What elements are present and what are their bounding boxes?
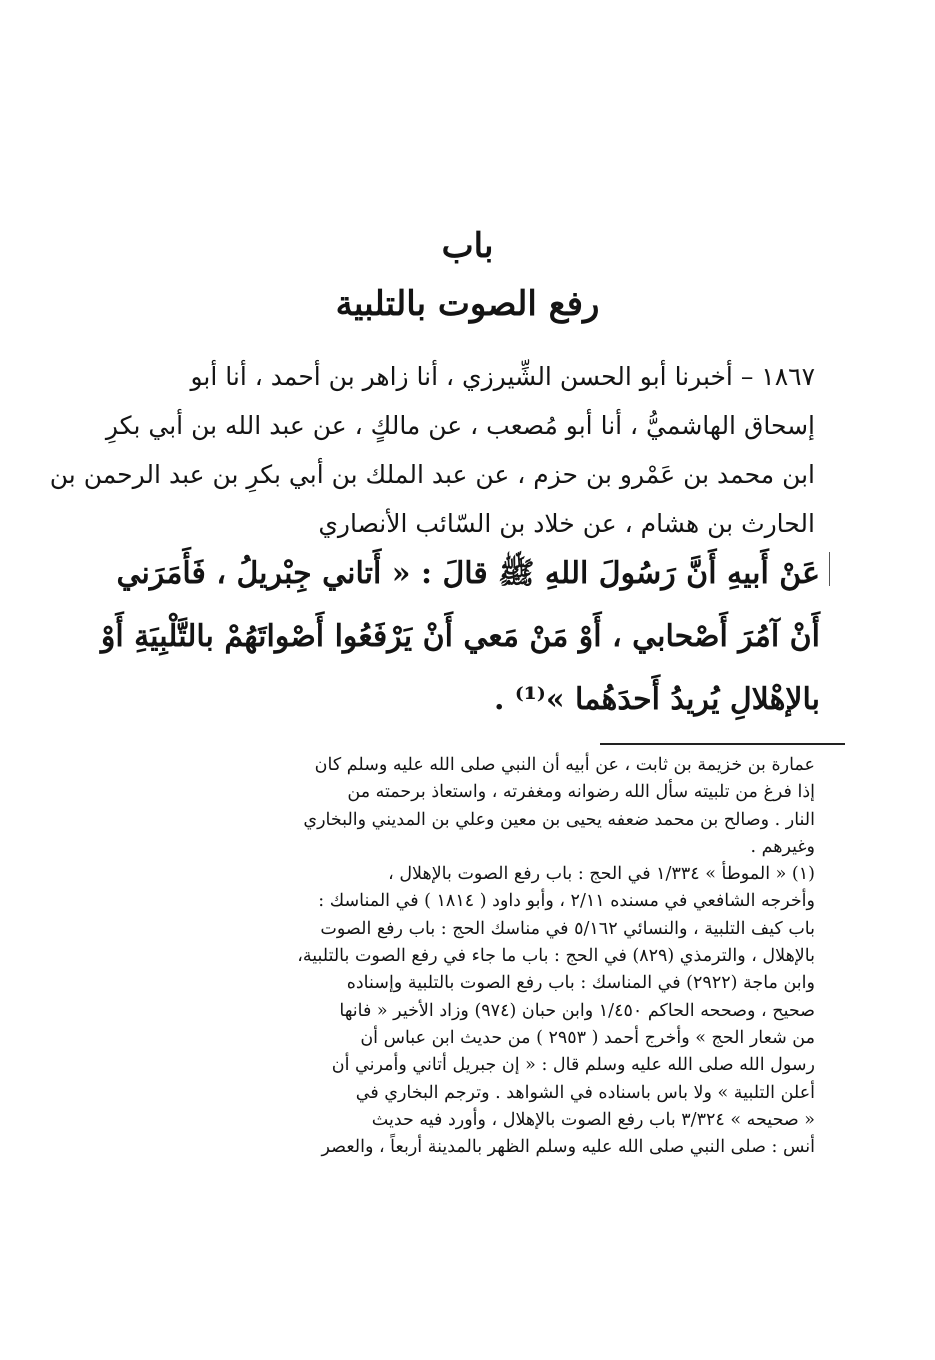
footnote-line: أعلن التلبية » ولا باس باسناده في الشواهد . وترجم البخاري في xyxy=(355,1082,815,1103)
footnote-line: النار . وصالح بن محمد ضعفه يحيى بن معين وعلي بن المديني والبخاري xyxy=(303,809,815,830)
isnad-line: ١٨٦٧ – أخبرنا أبو الحسن الشِّيرزي ، أنا زاهر بن أحمد ، أنا أبو xyxy=(190,362,815,391)
footnote-line: أنس : صلى النبي صلى الله عليه وسلم الظهر بالمدينة أربعاً ، والعصر xyxy=(321,1137,815,1158)
isnad-line: الحارث بن هشام ، عن خلاد بن السّائب الأنصاري xyxy=(318,509,815,538)
footnote-line: إذا فرغ من تلبيته سأل الله رضوانه ومغفرته ، واستعاذ برحمته من xyxy=(347,782,815,803)
footnote-line: باب كيف التلبية ، والنسائي ٥/١٦٢ في مناسك الحج : باب رفع الصوت xyxy=(320,918,815,939)
hadith-line: أَنْ آمُرَ أَصْحابي ، أَوْ مَنْ مَعي أَنْ يَرْفَعُوا أَصْواتَهُمْ بالتَّلْبِيَةِ أَوْ xyxy=(100,619,820,654)
footnote-line: رسول الله صلى الله عليه وسلم قال : « إن جبريل أتاني وأمرني أن xyxy=(331,1055,815,1076)
hadith-text xyxy=(100,542,820,731)
chapter-heading: باب xyxy=(441,226,494,266)
isnad-line: إسحاق الهاشميُّ ، أنا أبو مُصعب ، عن مالكٍ ، عن عبد الله بن أبي بكرِ xyxy=(105,411,815,440)
isnad-paragraph xyxy=(49,352,815,548)
footnote-line: (١) « الموطأ » ١/٣٣٤ في الحج : باب رفع الصوت بالإهلال ، xyxy=(388,864,815,885)
chapter-title: رفع الصوت بالتلبية xyxy=(335,284,600,324)
footnote-line: وأخرجه الشافعي في مسنده ٢/١١ ، وأبو داود ( ١٨١٤ ) في المناسك : xyxy=(318,891,815,912)
footnote-line: صحيح ، وصححه الحاكم ١/٤٥٠ وابن حبان (٩٧٤) وزاد الأخير « فانها xyxy=(339,1000,815,1021)
isnad-line: ابن محمد بن عَمْرو بن حزم ، عن عبد الملك بن أبي بكرِ بن عبد الرحمن بن xyxy=(49,460,815,489)
footnote-line: بالإهلال ، والترمذي (٨٢٩) في الحج : باب ما جاء في رفع الصوت بالتلبية، xyxy=(297,946,815,967)
hadith-line: عَنْ أَبيهِ أَنَّ رَسُولَ اللهِ ﷺ قالَ : « أَتاني جِبْريلُ ، فَأَمَرَني xyxy=(116,556,820,591)
footnote-line: عمارة بن خزيمة بن ثابت ، عن أبيه أن النبي صلى الله عليه وسلم كان xyxy=(314,755,815,775)
footnote-line: وابن ماجة (٢٩٢٢) في المناسك : باب رفع الصوت بالتلبية وإسناده xyxy=(346,973,815,994)
margin-mark xyxy=(829,552,830,586)
footnote-line: من شعار الحج » وأخرج أحمد ( ٢٩٥٣ ) من حديث ابن عباس أن xyxy=(360,1027,815,1048)
footnotes xyxy=(150,752,815,1161)
footnote-separator xyxy=(600,743,845,745)
footnote-line: « صحيحه » ٣/٣٢٤ باب رفع الصوت بالإهلال ، وأورد فيه حديث xyxy=(371,1109,815,1130)
hadith-line: بالإهْلالِ يُريدُ أَحدَهُما »⁽¹⁾ . xyxy=(493,682,820,717)
footnote-line: وغيرهم . xyxy=(750,836,815,857)
